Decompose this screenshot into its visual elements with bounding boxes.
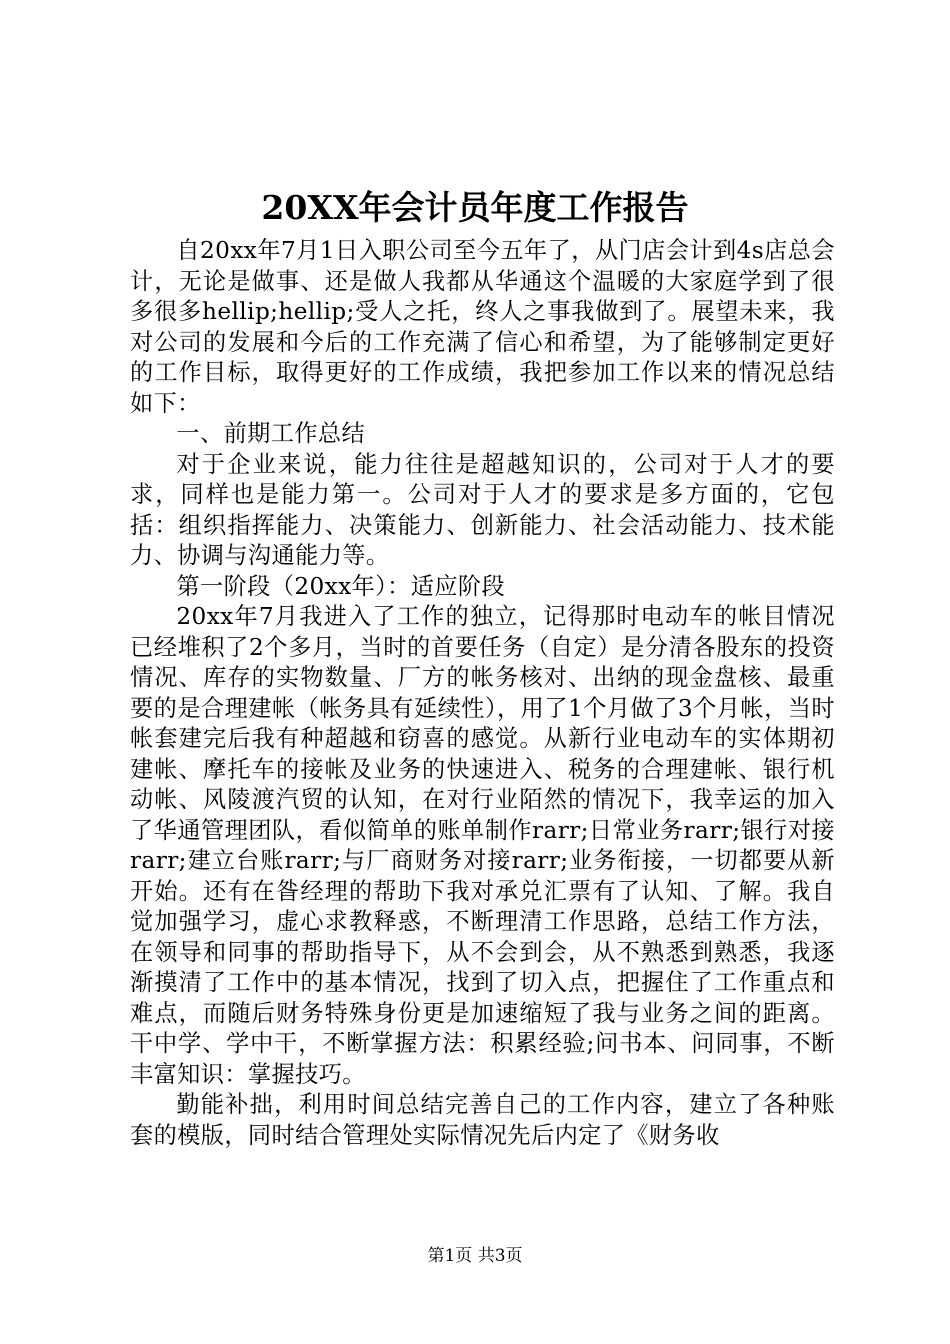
paragraph-intro: 自20xx年7月1日入职公司至今五年了，从门店会计到4s店总会计，无论是做事、还是做人我都从华通这个温暖的大家庭学到了很多很多hellip;hellip;受人之托，终人之事我做到了。展望未来，我对公司的发展和今后的工作充满了信心和希望，为了能够制定更好的工作目标，取得更好的工作成绩，我把参加工作以来的情况总结如下： [130, 237, 835, 417]
page-footer: 第1页 共3页 [427, 1246, 523, 1266]
document-body [130, 236, 835, 1151]
document-title: 20XX年会计员年度工作报告 [261, 188, 689, 227]
section-heading-early-work: 一、前期工作总结 [176, 420, 366, 447]
section-heading-stage-one: 第一阶段（20xx年）：适应阶段 [176, 572, 506, 600]
paragraph-diligence: 勤能补拙，利用时间总结完善自己的工作内容，建立了各种账套的模版，同时结合管理处实际情况先后内定了《财务收 [130, 1091, 835, 1149]
paragraph-stage-one: 20xx年7月我进入了工作的独立，记得那时电动车的帐目情况已经堆积了2个多月，当时的首要任务（自定）是分清各股东的投资情况、库存的实物数量、厂方的帐务核对、出纳的现金盘核、最重要的是合理建帐（帐务具有延续性），用了1个月做了3个月帐，当时帐套建完后我有种超越和窃喜的感觉。从新行业电动车的实体期初建帐、摩托车的接帐及业务的快速进入、税务的合理建帐、银行机动帐、风陵渡汽贸的认知，在对行业陌然的情况下，我幸运的加入了华通管理团队，看似简单的账单制作rarr;日常业务rarr;银行对接rarr;建立台账rarr;与厂商财务对接rarr;业务衔接，一切都要从新开始。还有在昝经理的帮助下我对承兑汇票有了认知、了解。我自觉加强学习，虚心求教释惑，不断理清工作思路，总结工作方法，在领导和同事的帮助指导下，从不会到会，从不熟悉到熟悉，我逐渐摸清了工作中的基本情况，找到了切入点，把握住了工作重点和难点，而随后财务特殊身份更是加速缩短了我与业务之间的距离。干中学、学中干，不断掌握方法：积累经验;问书本、问同事，不断丰富知识：掌握技巧。 [130, 603, 835, 1088]
paragraph-ability: 对于企业来说，能力往往是超越知识的，公司对于人才的要求，同样也是能力第一。公司对于人才的要求是多方面的，它包括：组织指挥能力、决策能力、创新能力、社会活动能力、技术能力、协调与沟通能力等。 [130, 450, 835, 569]
